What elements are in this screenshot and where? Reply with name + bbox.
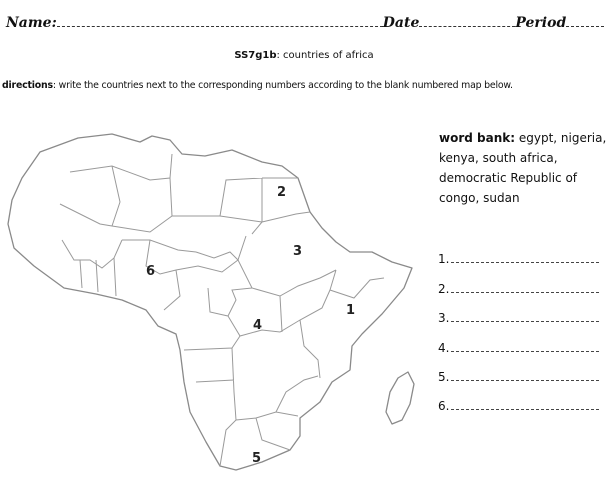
word-bank-label: word bank:	[439, 131, 516, 145]
map-label-6: 6	[146, 264, 156, 279]
map-label-1: 1	[346, 303, 356, 318]
answer-blank[interactable]	[451, 341, 599, 352]
answer-number: 5.	[438, 370, 450, 384]
answer-blank[interactable]	[451, 370, 599, 381]
word-bank	[439, 128, 607, 208]
answer-line-5[interactable]	[438, 370, 603, 390]
map-label-2: 2	[277, 185, 287, 200]
map-label-4: 4	[253, 318, 263, 333]
answer-line-2[interactable]	[438, 282, 603, 302]
date-label: Date	[382, 15, 420, 31]
answer-blank[interactable]	[451, 252, 599, 263]
name-blank[interactable]	[57, 14, 383, 27]
answer-number: 6.	[438, 399, 450, 413]
answer-line-6[interactable]	[438, 399, 603, 419]
map-label-5: 5	[252, 451, 262, 466]
answer-number: 1.	[438, 252, 450, 266]
period-blank[interactable]	[566, 14, 604, 27]
answer-line-4[interactable]	[438, 341, 603, 361]
period-label: Period	[515, 15, 567, 31]
madagascar-outline	[386, 372, 414, 424]
answer-blank[interactable]	[451, 311, 599, 322]
date-blank[interactable]	[419, 14, 515, 27]
worksheet-subtitle	[0, 50, 608, 61]
map-label-3: 3	[293, 244, 303, 259]
answer-number: 3.	[438, 311, 450, 325]
answer-blank[interactable]	[451, 282, 599, 293]
answer-line-1[interactable]	[438, 252, 603, 272]
directions-text: : write the countries next to the corresponding numbers according to the blank numbered map below.	[52, 80, 513, 91]
answer-line-3[interactable]	[438, 311, 603, 331]
answer-blank[interactable]	[451, 399, 599, 410]
header-row	[6, 14, 606, 36]
name-label: Name:	[6, 15, 57, 31]
answer-number: 4.	[438, 341, 450, 355]
subtitle-text: : countries of africa	[276, 50, 374, 61]
standard-code: SS7g1b	[234, 50, 277, 61]
answer-number: 2.	[438, 282, 450, 296]
directions-label: directions	[2, 80, 53, 91]
africa-outline	[8, 134, 412, 470]
directions	[2, 80, 606, 91]
word-bank-list: egypt, nigeria, kenya, south africa, democratic Republic of congo, sudan	[439, 131, 607, 205]
africa-map	[0, 120, 430, 480]
